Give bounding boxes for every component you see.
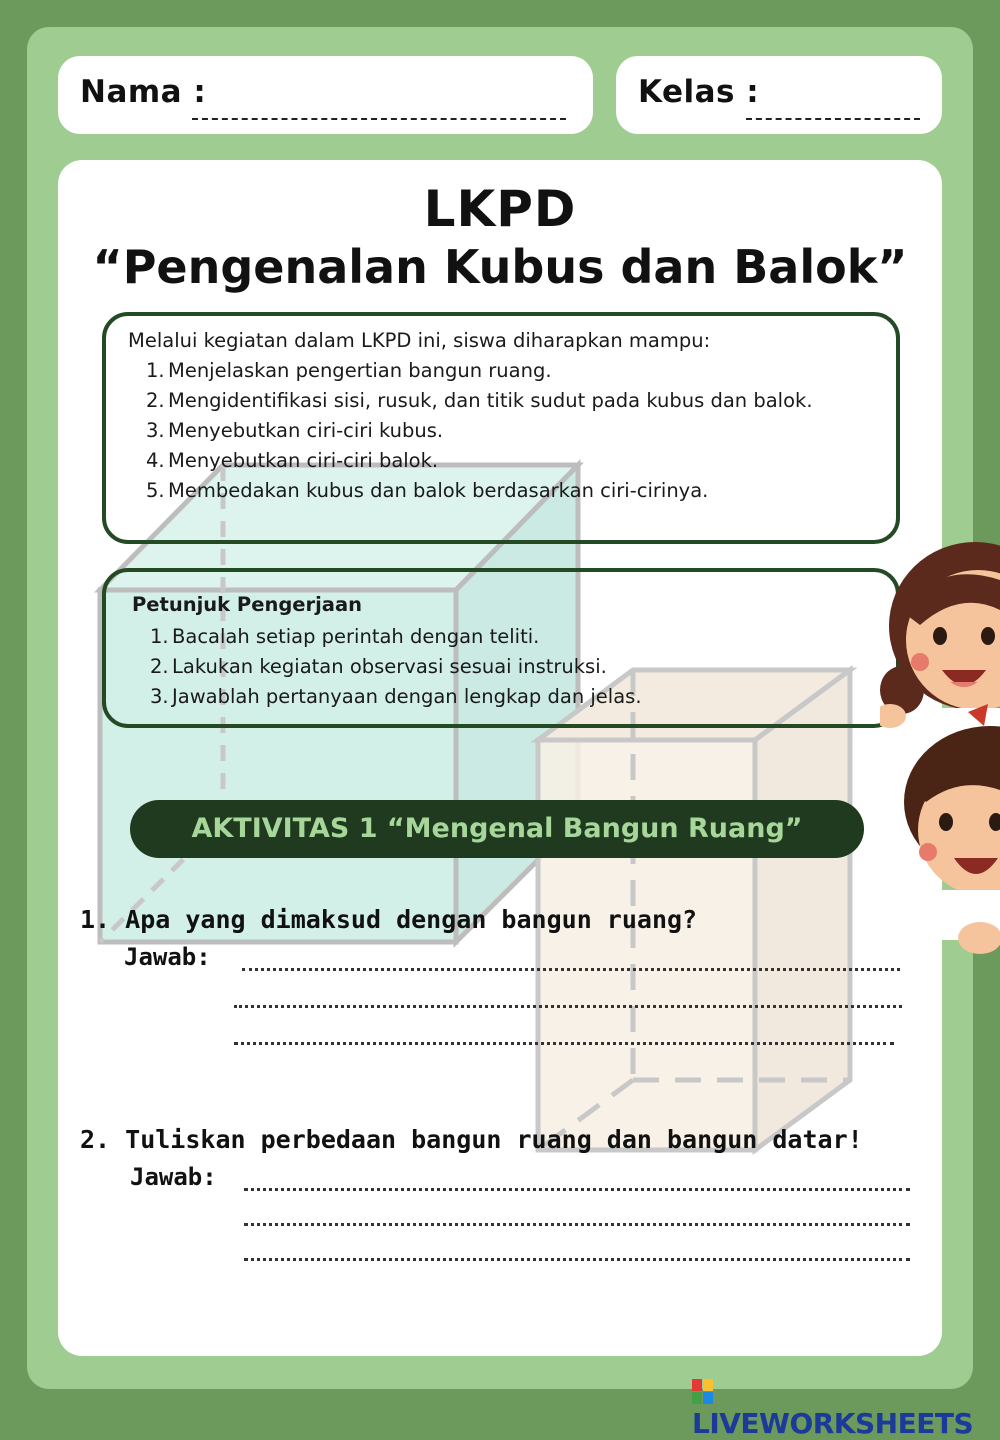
brand-text: LIVEWORKSHEETS: [692, 1407, 974, 1440]
list-item: 3. Jawablah pertanyaan dengan lengkap dan jelas.: [150, 685, 642, 708]
list-item: 2. Mengidentifikasi sisi, rusuk, dan titik sudut pada kubus dan balok.: [146, 389, 813, 412]
answer-line[interactable]: [234, 1005, 902, 1008]
name-field-box: [58, 56, 593, 134]
list-item: 5. Membedakan kubus dan balok berdasarkan ciri-cirinya.: [146, 479, 709, 502]
objectives-box: [102, 312, 900, 544]
instructions-list: [150, 622, 850, 712]
question-1: 1. Apa yang dimaksud dengan bangun ruang?: [80, 905, 698, 934]
worksheet: [58, 160, 942, 1356]
class-label: Kelas :: [638, 74, 760, 110]
class-field-box: [616, 56, 942, 134]
instructions-box: [102, 568, 900, 728]
list-item: 3. Menyebutkan ciri-ciri kubus.: [146, 419, 444, 442]
list-item: 1. Bacalah setiap perintah dengan teliti.: [150, 625, 540, 648]
list-item: 1. Menjelaskan pengertian bangun ruang.: [146, 359, 552, 382]
liveworksheets-logo[interactable]: [692, 1374, 992, 1440]
question-2: 2. Tuliskan perbedaan bangun ruang dan bangun datar!: [80, 1125, 863, 1154]
liveworksheets-icon: [692, 1379, 714, 1405]
boy-illustration: [904, 726, 1000, 954]
class-input-line[interactable]: [746, 118, 920, 120]
page-subtitle: “Pengenalan Kubus dan Balok”: [92, 240, 908, 294]
answer-line[interactable]: [244, 1223, 910, 1226]
name-input-line[interactable]: [192, 118, 566, 120]
answer-label-2: Jawab:: [130, 1163, 217, 1191]
answer-line[interactable]: [244, 1188, 910, 1191]
answer-line[interactable]: [244, 1258, 910, 1261]
list-item: 4. Menyebutkan ciri-ciri balok.: [146, 449, 439, 472]
list-item: 2. Lakukan kegiatan observasi sesuai instruksi.: [150, 655, 607, 678]
girl-illustration: [880, 542, 1000, 748]
objectives-list: [146, 356, 826, 506]
page-title: LKPD: [423, 180, 577, 238]
name-label: Nama :: [80, 74, 207, 110]
objectives-intro: Melalui kegiatan dalam LKPD ini, siswa diharapkan mampu:: [128, 329, 711, 352]
instructions-heading: Petunjuk Pengerjaan: [132, 593, 363, 616]
answer-line[interactable]: [242, 968, 900, 971]
children-illustration: [880, 540, 1000, 970]
answer-label-1: Jawab:: [124, 943, 211, 971]
activity-banner: AKTIVITAS 1 “Mengenal Bangun Ruang”: [130, 800, 864, 858]
answer-line[interactable]: [234, 1042, 894, 1045]
